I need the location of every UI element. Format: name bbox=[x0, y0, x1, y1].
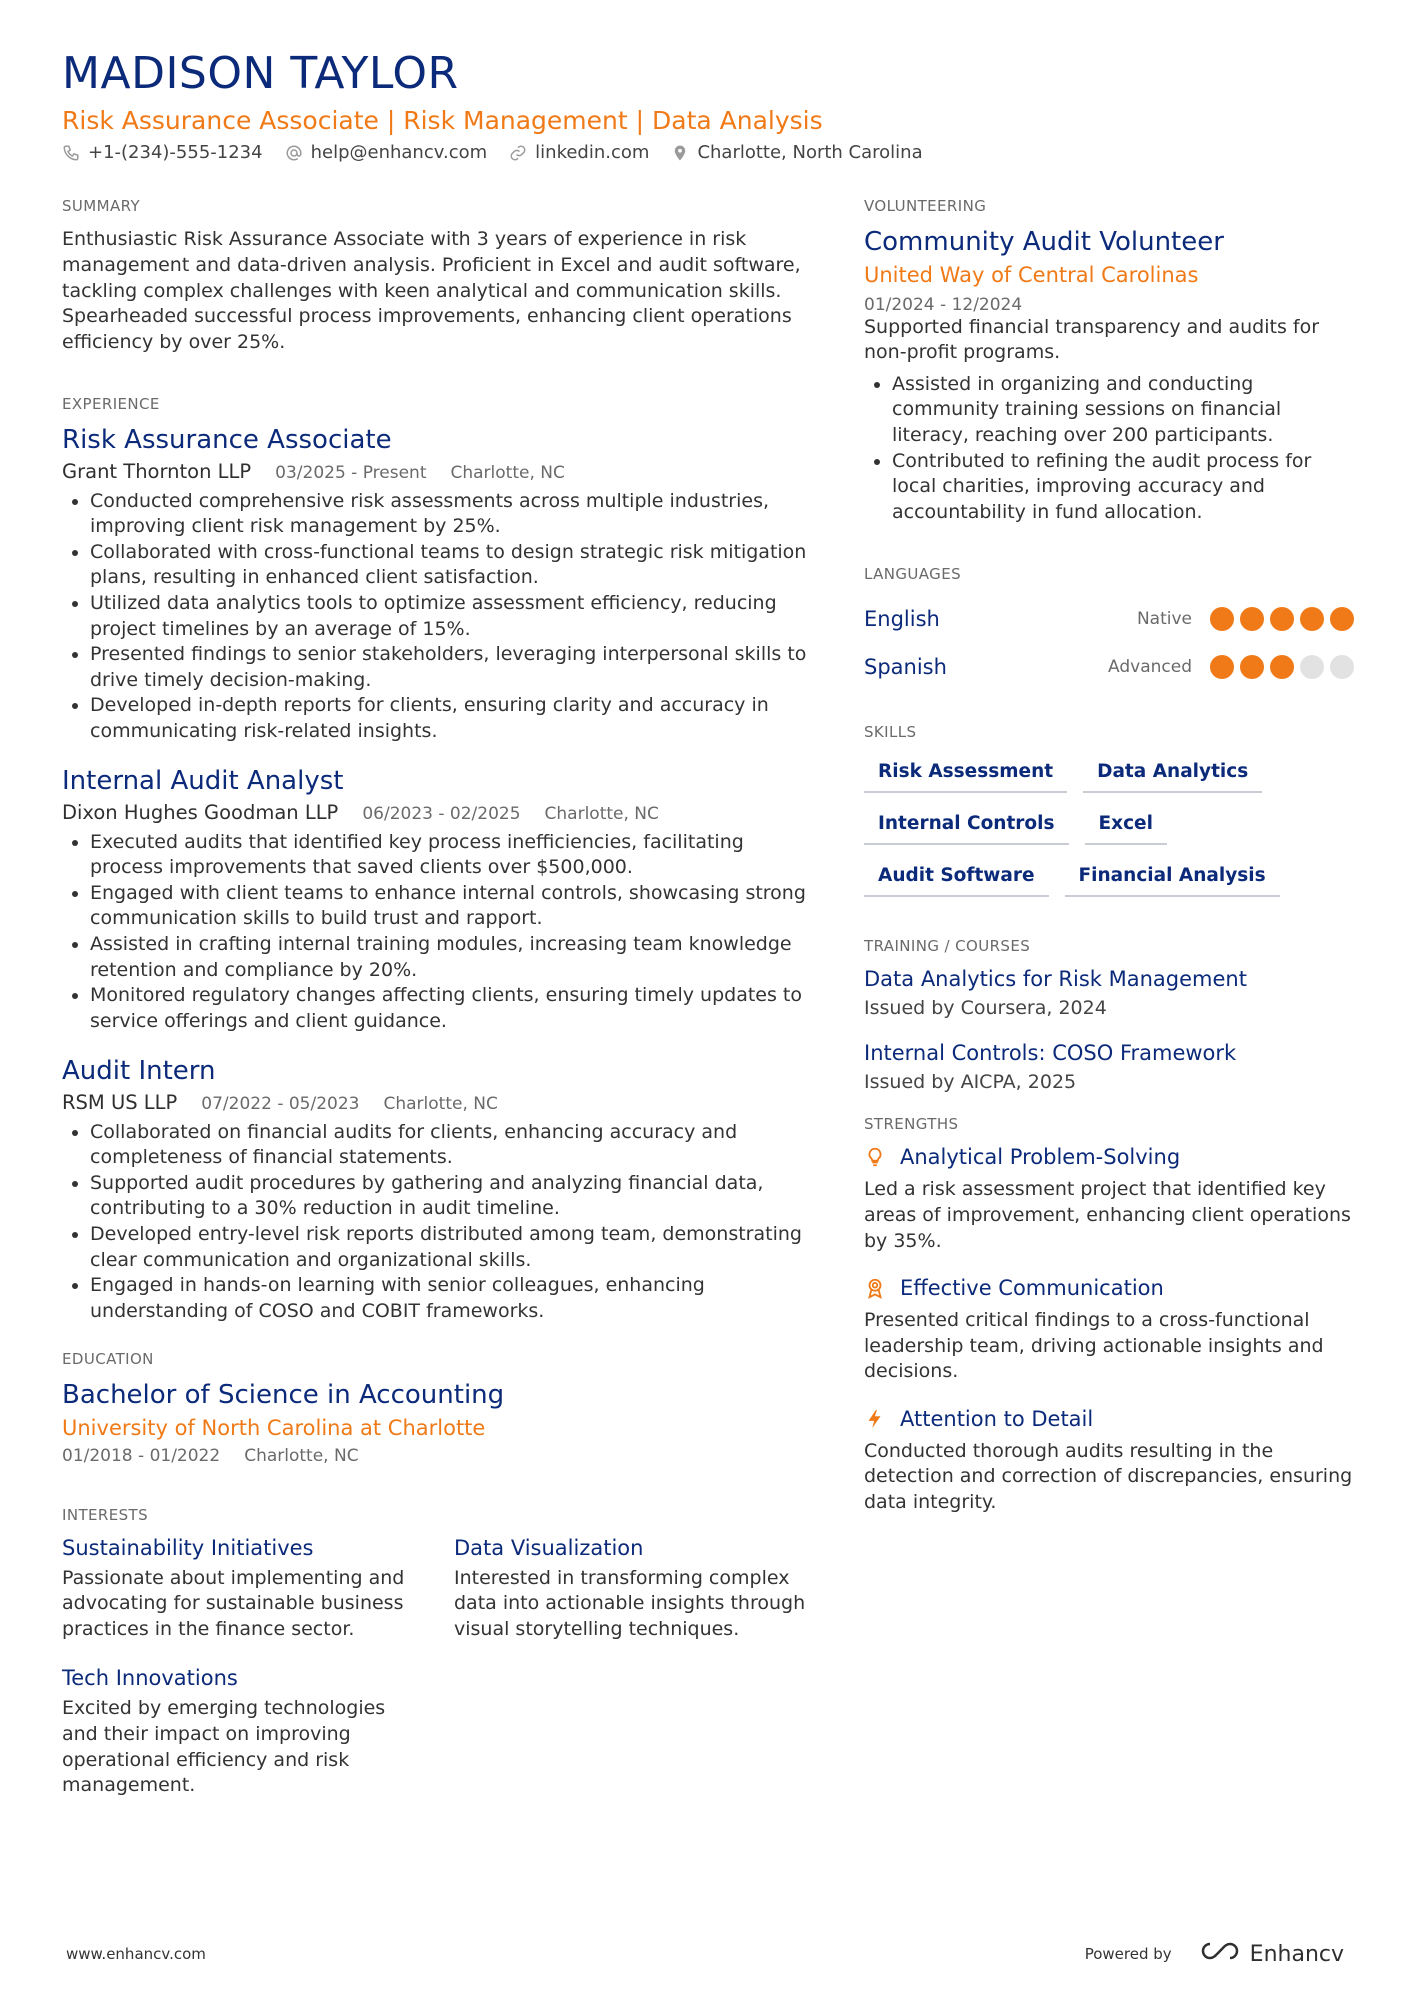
education-location: Charlotte, NC bbox=[244, 1445, 359, 1466]
language-row bbox=[864, 643, 1354, 691]
volunteering-heading: VOLUNTEERING bbox=[864, 197, 987, 216]
job-company: Grant Thornton LLP bbox=[62, 459, 252, 483]
job-bullet: • Assisted in crafting internal training modules, increasing team knowledge retention and compliance by 20%. bbox=[90, 932, 814, 983]
job-bullet: • Collaborated with cross-functional teams to design strategic risk mitigation plans, resulting in enhanced client satisfaction. bbox=[90, 540, 814, 591]
linkedin-text[interactable]: linkedin.com bbox=[535, 142, 650, 164]
job-bullet: • Executed audits that identified key process inefficiencies, facilitating process improvements that saved clients over $500,000. bbox=[90, 830, 814, 881]
interest-text: Passionate about implementing and advocating for sustainable business practices in the finance sector. bbox=[62, 1566, 405, 1640]
job-location: Charlotte, NC bbox=[450, 462, 565, 483]
interest-title: Data Visualization bbox=[454, 1535, 644, 1560]
rating-dot-filled bbox=[1270, 655, 1294, 679]
volunteer-bullets bbox=[864, 372, 1354, 526]
brand-name: Enhancv bbox=[1249, 1941, 1344, 1967]
strength-text: Conducted thorough audits resulting in the detection and correction of discrepancies, ensuring data integrity. bbox=[864, 1439, 1353, 1514]
footer-branding bbox=[1085, 1940, 1344, 1968]
contact-location bbox=[671, 142, 922, 163]
job-title: Audit Intern bbox=[62, 1056, 216, 1087]
language-level: Native bbox=[1136, 609, 1192, 630]
skill-tag: Audit Software bbox=[864, 857, 1049, 897]
footer bbox=[66, 1940, 1344, 1968]
interest-title: Tech Innovations bbox=[62, 1666, 238, 1691]
language-name: English bbox=[864, 607, 940, 632]
job-meta bbox=[62, 801, 814, 824]
job-entry bbox=[62, 1056, 814, 1324]
contact-email[interactable] bbox=[285, 142, 488, 163]
email-text[interactable]: help@enhancv.com bbox=[310, 142, 488, 164]
rating-dot-empty bbox=[1300, 655, 1324, 679]
job-bullet: • Presented findings to senior stakeholders, leveraging interpersonal skills to drive timely decision-making. bbox=[90, 642, 814, 693]
language-level: Advanced bbox=[1108, 657, 1192, 678]
powered-by-label: Powered by bbox=[1084, 1945, 1172, 1963]
interests-heading: INTERESTS bbox=[62, 1505, 148, 1524]
language-rating bbox=[1210, 655, 1354, 679]
footer-url[interactable]: www.enhancv.com bbox=[66, 1945, 206, 1963]
strength-text: Led a risk assessment project that identified key areas of improvement, enhancing client operations by 35%. bbox=[864, 1178, 1351, 1252]
job-bullets bbox=[62, 489, 814, 745]
training-section bbox=[864, 937, 1354, 1093]
right-column bbox=[864, 197, 1354, 1838]
phone-text: +1-(234)-555-1234 bbox=[88, 142, 263, 164]
resume-page bbox=[62, 50, 1362, 1839]
link-icon bbox=[509, 144, 527, 162]
skill-tag: Excel bbox=[1085, 805, 1167, 845]
job-location: Charlotte, NC bbox=[383, 1093, 498, 1114]
rating-dot-filled bbox=[1240, 607, 1264, 631]
job-bullet: • Developed entry-level risk reports distributed among team, demonstrating clear communication and organizational skills. bbox=[90, 1222, 814, 1273]
interest-item bbox=[62, 1666, 414, 1798]
interest-title: Sustainability Initiatives bbox=[62, 1535, 314, 1560]
lightbulb-icon bbox=[864, 1146, 886, 1168]
rating-dot-empty bbox=[1330, 655, 1354, 679]
training-heading: TRAINING / COURSES bbox=[864, 937, 1031, 956]
rating-dot-filled bbox=[1270, 607, 1294, 631]
strength-title-text: Attention to Detail bbox=[900, 1406, 1094, 1431]
volunteer-description: Supported financial transparency and audits for non-profit programs. bbox=[864, 315, 1320, 364]
rating-dot-filled bbox=[1240, 655, 1264, 679]
job-title: Risk Assurance Associate bbox=[62, 425, 392, 456]
summary-section bbox=[62, 197, 814, 355]
interest-item bbox=[454, 1536, 806, 1643]
language-name: Spanish bbox=[864, 655, 947, 680]
languages-section bbox=[864, 565, 1354, 691]
volunteering-section bbox=[864, 197, 1354, 525]
enhancv-logo-icon bbox=[1198, 1940, 1242, 1968]
interests-grid bbox=[62, 1536, 814, 1799]
job-date: 06/2023 - 02/2025 bbox=[362, 803, 521, 824]
education-heading: EDUCATION bbox=[62, 1350, 154, 1369]
location-pin-icon bbox=[671, 144, 689, 162]
volunteer-date: 01/2024 - 12/2024 bbox=[864, 294, 1023, 315]
contact-phone bbox=[62, 142, 263, 163]
languages-heading: LANGUAGES bbox=[864, 565, 962, 584]
job-bullet: • Utilized data analytics tools to optimize assessment efficiency, reducing project timelines by an average of 15%. bbox=[90, 591, 814, 642]
job-meta bbox=[62, 1091, 814, 1114]
left-column bbox=[62, 197, 814, 1838]
summary-heading: SUMMARY bbox=[62, 197, 141, 216]
summary-text: Enthusiastic Risk Assurance Associate with 3 years of experience in risk management and data-driven analysis. Proficient in Excel and audit software, tackling complex challenges with keen analytical and communication skills. Spearheaded successful process improvements, enhancing client operations efficiency by over 25%. bbox=[62, 228, 801, 353]
job-date: 03/2025 - Present bbox=[275, 462, 427, 483]
volunteer-bullet: • Assisted in organizing and conducting community training sessions on financial literacy, reaching over 200 participants. bbox=[892, 372, 1354, 449]
skills-section bbox=[864, 723, 1354, 897]
education-section bbox=[62, 1350, 814, 1465]
job-entry bbox=[62, 766, 814, 1034]
course-issuer: Issued by AICPA, 2025 bbox=[864, 1071, 1077, 1094]
job-bullets bbox=[62, 1120, 814, 1325]
job-bullet: • Engaged in hands-on learning with senior colleagues, enhancing understanding of COSO and COBIT frameworks. bbox=[90, 1273, 814, 1324]
volunteer-org: United Way of Central Carolinas bbox=[864, 262, 1199, 287]
interest-item bbox=[62, 1536, 414, 1643]
course-title: Data Analytics for Risk Management bbox=[864, 967, 1247, 992]
strength-title-text: Analytical Problem-Solving bbox=[900, 1145, 1181, 1170]
contact-linkedin[interactable] bbox=[509, 142, 649, 163]
candidate-name: MADISON TAYLOR bbox=[62, 48, 459, 99]
job-bullet: • Monitored regulatory changes affecting clients, ensuring timely updates to service offerings and client guidance. bbox=[90, 983, 814, 1034]
enhancv-logo[interactable] bbox=[1198, 1940, 1344, 1968]
strengths-heading: STRENGTHS bbox=[864, 1115, 959, 1134]
volunteer-role: Community Audit Volunteer bbox=[864, 227, 1224, 258]
skills-list bbox=[864, 753, 1354, 897]
job-bullet: • Collaborated on financial audits for clients, enhancing accuracy and completeness of financial statements. bbox=[90, 1120, 814, 1171]
phone-icon bbox=[62, 144, 80, 162]
job-company: RSM US LLP bbox=[62, 1090, 178, 1114]
job-entry bbox=[62, 425, 814, 744]
location-text: Charlotte, North Carolina bbox=[697, 142, 923, 164]
contact-bar bbox=[62, 142, 1362, 163]
skill-tag: Internal Controls bbox=[864, 805, 1069, 845]
skill-tag: Financial Analysis bbox=[1065, 857, 1280, 897]
job-date: 07/2022 - 05/2023 bbox=[201, 1093, 360, 1114]
skill-tag: Data Analytics bbox=[1083, 753, 1262, 793]
candidate-headline: Risk Assurance Associate | Risk Management | Data Analysis bbox=[62, 106, 823, 136]
award-ribbon-icon bbox=[864, 1277, 886, 1299]
job-bullet: • Supported audit procedures by gathering and analyzing financial data, contributing to a 30% reduction in audit timeline. bbox=[90, 1171, 814, 1222]
language-rating bbox=[1210, 607, 1354, 631]
skill-tag: Risk Assessment bbox=[864, 753, 1067, 793]
at-icon bbox=[285, 144, 303, 162]
job-company: Dixon Hughes Goodman LLP bbox=[62, 800, 339, 824]
job-location: Charlotte, NC bbox=[544, 803, 659, 824]
job-bullets bbox=[62, 830, 814, 1035]
lightning-bolt-icon bbox=[864, 1408, 886, 1430]
rating-dot-filled bbox=[1210, 655, 1234, 679]
course-issuer: Issued by Coursera, 2024 bbox=[864, 997, 1107, 1020]
education-date: 01/2018 - 01/2022 bbox=[62, 1445, 221, 1466]
job-title: Internal Audit Analyst bbox=[62, 766, 344, 797]
strength-text: Presented critical findings to a cross-functional leadership team, driving actionable insights and decisions. bbox=[864, 1309, 1324, 1383]
job-bullet: • Engaged with client teams to enhance internal controls, showcasing strong communication skills to build trust and rapport. bbox=[90, 881, 814, 932]
experience-section bbox=[62, 395, 814, 1324]
interest-text: Interested in transforming complex data into actionable insights through visual storytelling techniques. bbox=[454, 1566, 806, 1640]
education-meta bbox=[62, 1446, 814, 1466]
job-bullet: • Conducted comprehensive risk assessments across multiple industries, improving client risk management by 25%. bbox=[90, 489, 814, 540]
strength-title bbox=[864, 1145, 1354, 1169]
strengths-section bbox=[864, 1115, 1354, 1515]
job-bullet: • Developed in-depth reports for clients, ensuring clarity and accuracy in communicating risk-related insights. bbox=[90, 693, 814, 744]
rating-dot-filled bbox=[1300, 607, 1324, 631]
language-row bbox=[864, 595, 1354, 643]
course-title: Internal Controls: COSO Framework bbox=[864, 1041, 1237, 1066]
rating-dot-filled bbox=[1210, 607, 1234, 631]
experience-heading: EXPERIENCE bbox=[62, 395, 160, 414]
interests-section bbox=[62, 1506, 814, 1799]
strength-title bbox=[864, 1276, 1354, 1300]
degree-title: Bachelor of Science in Accounting bbox=[62, 1380, 505, 1411]
volunteer-bullet: • Contributed to refining the audit process for local charities, improving accuracy and accountability in fund allocation. bbox=[892, 449, 1354, 526]
rating-dot-filled bbox=[1330, 607, 1354, 631]
strength-title-text: Effective Communication bbox=[900, 1276, 1164, 1301]
skills-heading: SKILLS bbox=[864, 723, 917, 742]
school-name: University of North Carolina at Charlotte bbox=[62, 1415, 486, 1440]
interest-text: Excited by emerging technologies and their impact on improving operational efficiency and risk management. bbox=[62, 1697, 386, 1797]
strength-title bbox=[864, 1407, 1354, 1431]
job-meta bbox=[62, 460, 814, 483]
